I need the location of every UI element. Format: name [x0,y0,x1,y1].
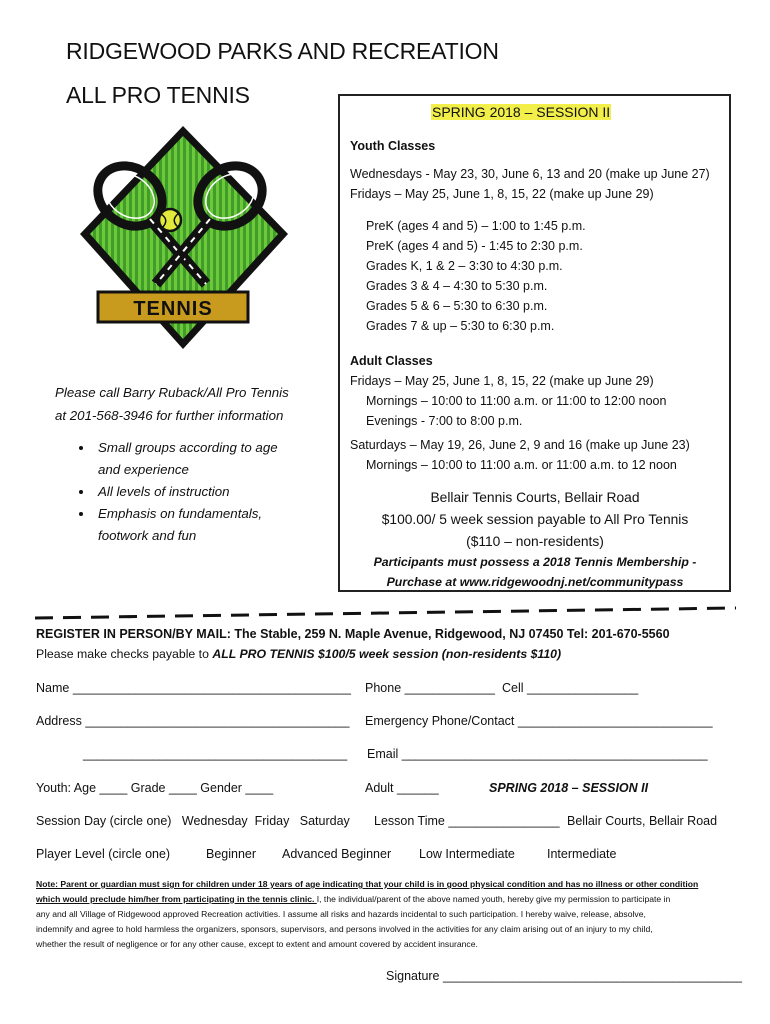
register-info: REGISTER IN PERSON/BY MAIL: The Stable, 259 N. Maple Avenue, Ridgewood, NJ 07450 Tel: 201-670-5560 [36,627,670,641]
signature-field[interactable]: Signature ___________________________________________ [386,969,742,983]
list-item: PreK (ages 4 and 5) – 1:00 to 1:45 p.m. [366,219,586,233]
adult-field[interactable]: Adult ______ [365,781,439,795]
form-session: SPRING 2018 – SESSION II [489,781,649,795]
price-nonresident: ($110 – non-residents) [466,534,604,549]
list-item: Grades K, 1 & 2 – 3:30 to 4:30 p.m. [366,259,563,273]
location: Bellair Tennis Courts, Bellair Road [430,490,640,505]
contact-line: Please call Barry Ruback/All Pro Tennis [55,385,289,400]
adult-friday-morning: Mornings – 10:00 to 11:00 a.m. or 11:00 to 12:00 noon [366,394,667,408]
contact-line: at 201-568-3946 for further information [55,408,284,423]
feature-list [72,437,334,547]
logo-banner-text: TENNIS [133,298,213,320]
session-heading: SPRING 2018 – SESSION II [432,104,611,120]
level-low-intermediate[interactable]: Low Intermediate [419,847,515,861]
list-item: • Small groups according to age and experience [94,437,334,481]
address-line2-field[interactable]: ______________________________________ [83,747,348,761]
list-item: PreK (ages 4 and 5) - 1:45 to 2:30 p.m. [366,239,583,253]
cell-field[interactable]: Cell ________________ [502,681,639,695]
session-day-options[interactable]: Session Day (circle one) Wednesday Friday Saturday [36,814,350,828]
list-item: • Emphasis on fundamentals, footwork and fun [94,503,334,547]
youth-heading: Youth Classes [350,139,436,153]
youth-times [350,216,725,336]
adult-friday-evening: Evenings - 7:00 to 8:00 p.m. [366,414,523,428]
adult-saturday-morning: Mornings – 10:00 to 11:00 a.m. or 11:00 a.m. to 12 noon [366,458,677,472]
org-title: RIDGEWOOD PARKS AND RECREATION [66,38,499,64]
level-intermediate[interactable]: Intermediate [547,847,617,861]
adult-friday: Fridays – May 25, June 1, 8, 15, 22 (make up June 29) [350,374,654,388]
tennis-logo [78,124,298,354]
youth-fields[interactable]: Youth: Age ____ Grade ____ Gender ____ [36,781,274,795]
courts-location: Bellair Courts, Bellair Road [567,814,718,828]
membership-note: Participants must possess a 2018 Tennis Membership - Purchase at www.ridgewoodnj.net/communitypass [373,555,697,589]
checks-payable: Please make checks payable to ALL PRO TENNIS $100/5 week session (non-residents $110) [36,647,562,661]
name-field[interactable]: Name ________________________________________ [36,681,351,695]
list-item: Grades 3 & 4 – 4:30 to 5:30 p.m. [366,279,548,293]
youth-friday: Fridays – May 25, June 1, 8, 15, 22 (make up June 29) [350,187,654,201]
list-item: Grades 7 & up – 5:30 to 6:30 p.m. [366,319,555,333]
contact-info [55,381,289,427]
address-field[interactable]: Address ______________________________________ [36,714,350,728]
youth-wednesday: Wednesdays - May 23, 30, June 6, 13 and 20 (make up June 27) [350,167,710,181]
list-item: Grades 5 & 6 – 5:30 to 6:30 p.m. [366,299,548,313]
list-item: • All levels of instruction [94,481,334,503]
email-field[interactable]: Email ____________________________________________ [367,747,708,761]
adult-saturday: Saturdays – May 19, 26, June 2, 9 and 16 (make up June 23) [350,438,690,452]
player-level-label: Player Level (circle one) [36,847,171,861]
lesson-time-field[interactable]: Lesson Time ________________ [374,814,560,828]
level-advanced-beginner[interactable]: Advanced Beginner [282,847,392,861]
tennis-ball-icon [159,209,181,231]
location-price [340,487,730,553]
adult-classes [350,351,725,475]
cut-line [33,602,738,622]
price: $100.00/ 5 week session payable to All Pro Tennis [381,512,689,527]
youth-classes [350,136,725,336]
program-title: ALL PRO TENNIS [66,82,250,108]
phone-field[interactable]: Phone _____________ [365,681,495,695]
adult-heading: Adult Classes [350,354,433,368]
level-beginner[interactable]: Beginner [206,847,257,861]
legal-note: Note: Parent or guardian must sign for children under 18 years of age indicating that your child is in good physical condition and has no illness or other condition which would preclude him/her from participating in the tennis clinic. I, the individual/parent of the above named youth, hereby give my permission to participate in any and all Village of Ridgewood approved Recreation activities. I assume all risks and hazards incidental to such participation. I hereby waive, release, absolve, indemnify and agree to hold harmless the organizers, sponsors, supervisors, and persons involved in the activities for any claim arising out of an injury to my child, whether the result of negligence or for any other cause, except to extent and amount covered by accident insurance. [36,879,699,949]
emergency-contact-field[interactable]: Emergency Phone/Contact ____________________________ [365,714,713,728]
